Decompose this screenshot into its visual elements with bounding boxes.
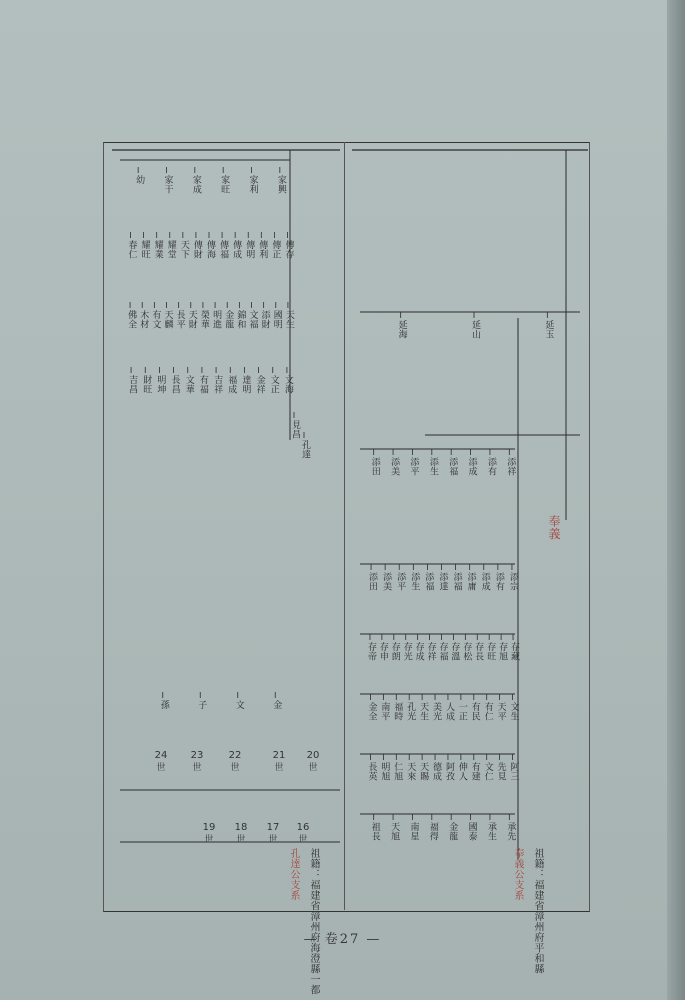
person-name: 存帝 [365, 642, 376, 661]
person-name: 傳利 [257, 240, 268, 259]
person-name: 木材 [138, 310, 149, 329]
person-name: 存朗 [389, 642, 400, 661]
person-name: 有仁 [482, 702, 493, 721]
generation-char: 世 [274, 763, 284, 773]
person-name: 佛全 [126, 310, 137, 329]
person-name: 天下 [178, 240, 189, 259]
person-name: 添生 [409, 572, 420, 591]
person-name: 金龍 [447, 822, 458, 841]
generation-number: 18 [234, 822, 248, 833]
person-name: 延山 [470, 320, 480, 339]
right-lineage-origin: 祖籍：福建省漳州府平和縣 [532, 848, 543, 974]
person-name: 金龍 [223, 310, 234, 329]
person-name: 福成 [226, 375, 237, 394]
person-name: 仁旭 [392, 762, 403, 781]
person-name: 傳財 [191, 240, 202, 259]
person-name: 耀旺 [139, 240, 150, 259]
person-name: 存旭 [497, 642, 508, 661]
person-name: 金祥 [254, 375, 265, 394]
generation-char: 世 [268, 835, 278, 845]
generation-char: 世 [192, 763, 202, 773]
person-name: 傳海 [205, 240, 215, 259]
person-name: 添福 [447, 457, 458, 476]
person-name: 有文 [150, 310, 161, 329]
person-name: 添祥 [505, 457, 516, 476]
person-name: 添生 [427, 457, 438, 476]
person-name: 存福 [437, 642, 448, 661]
generation-marker [260, 822, 286, 846]
person-name: 國明 [271, 310, 282, 329]
generation-number: 21 [272, 750, 286, 761]
person-name: 文福 [247, 310, 258, 329]
person-name: 吉祥 [212, 375, 223, 394]
person-name: 承生 [485, 822, 496, 841]
person-name: 有民 [469, 702, 480, 721]
person-name: 添田 [367, 572, 378, 591]
person-name: 家利 [247, 175, 258, 194]
person-name: 存祥 [425, 642, 436, 661]
person-name: 長英 [366, 762, 377, 781]
person-name: 添庸 [465, 572, 476, 591]
person-name: 孫 [158, 700, 169, 710]
person-name: 添財 [259, 310, 270, 329]
generation-marker [266, 750, 292, 774]
person-name: 添田 [369, 457, 380, 476]
generation-number: 19 [202, 822, 216, 833]
person-name: 天旭 [389, 822, 400, 841]
person-name: 存藏 [509, 642, 520, 661]
person-name: 文海 [282, 375, 293, 394]
person-name: 添宗 [507, 572, 518, 591]
person-name: 添福 [451, 572, 462, 591]
person-name: 存溫 [449, 642, 460, 661]
person-name: 明旭 [379, 762, 390, 781]
generation-number: 17 [266, 822, 280, 833]
generation-number: 20 [306, 750, 320, 761]
person-name: 添福 [423, 572, 434, 591]
person-name: 承先 [505, 822, 516, 841]
person-name: 天來 [405, 762, 416, 781]
person-name: 傳明 [244, 240, 255, 259]
person-name: 添有 [485, 457, 496, 476]
generation-marker [196, 822, 222, 846]
person-name: 美光 [431, 702, 442, 721]
person-name: 耀堂 [165, 240, 176, 259]
person-name: 吉昌 [127, 375, 138, 394]
person-name: 家干 [162, 175, 173, 194]
person-name: 長平 [174, 310, 185, 329]
generation-char: 世 [204, 835, 214, 845]
generation-char: 世 [230, 763, 240, 773]
person-name: 阿孜 [443, 762, 454, 781]
person-name: 孔達 [300, 440, 310, 459]
generation-number: 22 [228, 750, 242, 761]
person-name: 伸人 [456, 762, 467, 781]
ancestor-name: 奉義 [547, 515, 561, 540]
person-name: 文 [233, 700, 244, 710]
person-name: 家興 [275, 175, 286, 194]
generation-marker [300, 750, 326, 774]
person-name: 傳存 [283, 240, 294, 259]
person-name: 添平 [408, 457, 419, 476]
generation-marker [148, 750, 174, 774]
person-name: 添達 [437, 572, 448, 591]
person-name: 延玉 [543, 320, 554, 339]
person-name: 天賜 [418, 762, 429, 781]
person-name: 存旺 [485, 642, 496, 661]
person-name: 達明 [240, 375, 251, 394]
person-name: 添有 [493, 572, 504, 591]
generation-char: 世 [298, 835, 308, 845]
person-name: 存申 [377, 642, 388, 661]
generation-char: 世 [156, 763, 166, 773]
person-name: 錦和 [235, 310, 246, 329]
person-name: 孔光 [405, 702, 416, 721]
person-name: 文仁 [482, 762, 493, 781]
person-name: 添美 [389, 457, 400, 476]
page-number: — 卷27 — [303, 932, 382, 947]
person-name: 家旺 [219, 175, 230, 194]
person-name: 天生 [418, 702, 429, 721]
person-name: 添成 [466, 457, 477, 476]
person-name: 明進 [211, 310, 222, 329]
person-name: 財旺 [141, 375, 152, 394]
person-name: 見昌 [290, 420, 300, 439]
generation-marker [228, 822, 254, 846]
person-name: 延海 [396, 320, 407, 339]
person-name: 傳成 [231, 240, 242, 259]
left-lineage-branch: 孔達公支系 [288, 848, 299, 901]
generation-marker [290, 822, 316, 846]
person-name: 子 [196, 700, 207, 710]
person-name: 國泰 [466, 822, 477, 841]
person-name: 一正 [456, 702, 467, 721]
person-name: 明坤 [155, 375, 166, 394]
generation-marker [222, 750, 248, 774]
person-name: 傳正 [270, 240, 281, 259]
person-name: 存長 [473, 642, 484, 661]
person-name: 天生 [283, 310, 294, 329]
right-lineage-branch: 奉義公支系 [512, 848, 523, 901]
person-name: 天麟 [162, 310, 173, 329]
person-name: 德成 [431, 762, 442, 781]
person-name: 金全 [366, 702, 377, 721]
person-name: 文生 [508, 702, 519, 721]
person-name: 有福 [197, 375, 208, 394]
left-lineage-origin: 祖籍：福建省漳州府海澄縣一都 [308, 848, 319, 995]
person-name: 添美 [381, 572, 392, 591]
generation-char: 世 [308, 763, 318, 773]
person-name: 文正 [268, 375, 279, 394]
person-name: 春仁 [126, 240, 137, 259]
person-name: 南平 [379, 702, 390, 721]
person-name: 阿三 [508, 762, 519, 781]
person-name: 榮華 [198, 310, 209, 329]
person-name: 耀業 [152, 240, 163, 259]
person-name: 金 [271, 700, 282, 710]
person-name: 有建 [469, 762, 480, 781]
person-name: 存光 [401, 642, 412, 661]
person-name: 人成 [443, 702, 454, 721]
person-name: 存松 [461, 642, 472, 661]
generation-number: 24 [154, 750, 168, 761]
person-name: 先見 [495, 762, 506, 781]
person-name: 家成 [190, 175, 201, 194]
generation-char: 世 [236, 835, 246, 845]
person-name: 天平 [495, 702, 506, 721]
person-name: 長昌 [169, 375, 180, 394]
person-name: 福得 [427, 822, 438, 841]
person-name: 南星 [408, 822, 419, 841]
person-name: 添平 [395, 572, 406, 591]
person-name: 幼 [134, 175, 145, 185]
person-name: 文華 [183, 375, 194, 394]
person-name: 添成 [479, 572, 490, 591]
generation-number: 16 [296, 822, 310, 833]
person-name: 福時 [392, 702, 403, 721]
person-name: 存成 [413, 642, 424, 661]
person-name: 天財 [186, 310, 197, 329]
generation-number: 23 [190, 750, 204, 761]
generation-marker [184, 750, 210, 774]
person-name: 祖長 [369, 822, 380, 841]
person-name: 傳福 [218, 240, 229, 259]
